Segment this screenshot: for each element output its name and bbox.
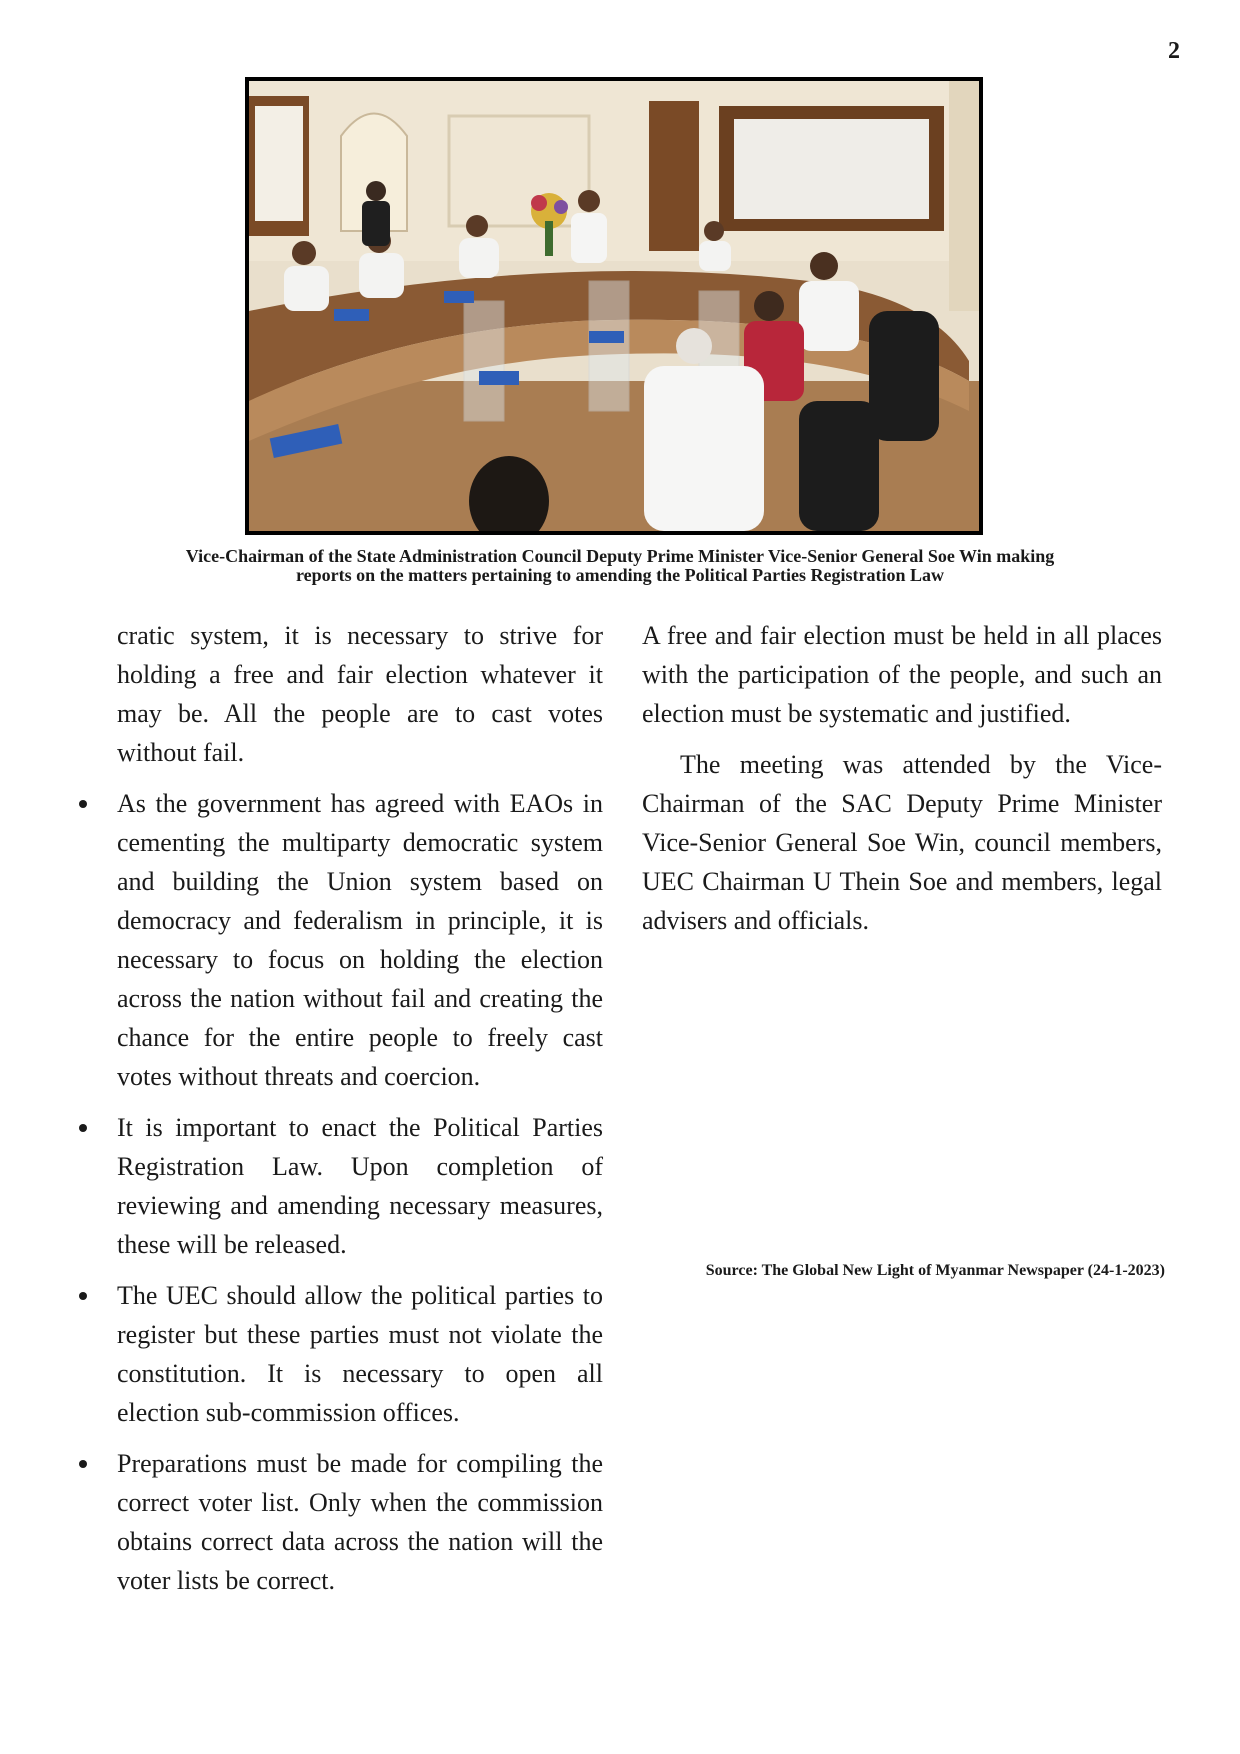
- list-item-text: As the government has agreed with EAOs in cementing the multiparty democratic system and building the Union system based on democracy and federalism in principle, it is necessary to focus on holding the election across the nation without fail and creating the chance for the entire people to freely cast votes without threats and coercion.: [117, 789, 603, 1091]
- list-item: [117, 1444, 603, 1600]
- bullet-icon: [79, 800, 87, 808]
- meeting-room-illustration: [249, 81, 979, 531]
- meeting-photo: [245, 77, 983, 535]
- list-item-text: Preparations must be made for compiling the correct voter list. Only when the commission obtains correct data across the nation will the voter lists be correct.: [117, 1449, 603, 1595]
- right-column: [642, 616, 1162, 952]
- list-item: [117, 784, 603, 1096]
- left-column: [117, 616, 603, 1612]
- source-citation: Source: The Global New Light of Myanmar Newspaper (24-1-2023): [705, 1262, 1165, 1279]
- list-item-text: The UEC should allow the political parties to register but these parties must not violate the constitution. It is necessary to open all election sub-commission offices.: [117, 1281, 603, 1427]
- right-continuation-paragraph: A free and fair election must be held in all places with the participation of the people, and such an election must be systematic and justified.: [642, 621, 1162, 728]
- list-item-text: It is important to enact the Political Parties Registration Law. Upon completion of reviewing and amending necessary measures, these will be released.: [117, 1113, 603, 1259]
- list-item: [117, 1276, 603, 1432]
- attendance-paragraph: The meeting was attended by the Vice-Chairman of the SAC Deputy Prime Minister Vice-Senior General Soe Win, council members, UEC Chairman U Thein Soe and members, legal advisers and officials.: [642, 750, 1162, 935]
- list-item: [117, 1108, 603, 1264]
- left-continuation-paragraph: cratic system, it is necessary to strive for holding a free and fair election whatever it may be. All the people are to cast votes without fail.: [117, 621, 603, 767]
- bullet-icon: [79, 1460, 87, 1468]
- photo-caption: Vice-Chairman of the State Administration Council Deputy Prime Minister Vice-Senior General Soe Win making reports on the matters pertaining to amending the Political Parties Registration Law: [185, 546, 1055, 585]
- page-number: 2: [1168, 38, 1180, 64]
- bullet-icon: [79, 1124, 87, 1132]
- bullet-icon: [79, 1292, 87, 1300]
- bullet-list: [117, 784, 603, 1600]
